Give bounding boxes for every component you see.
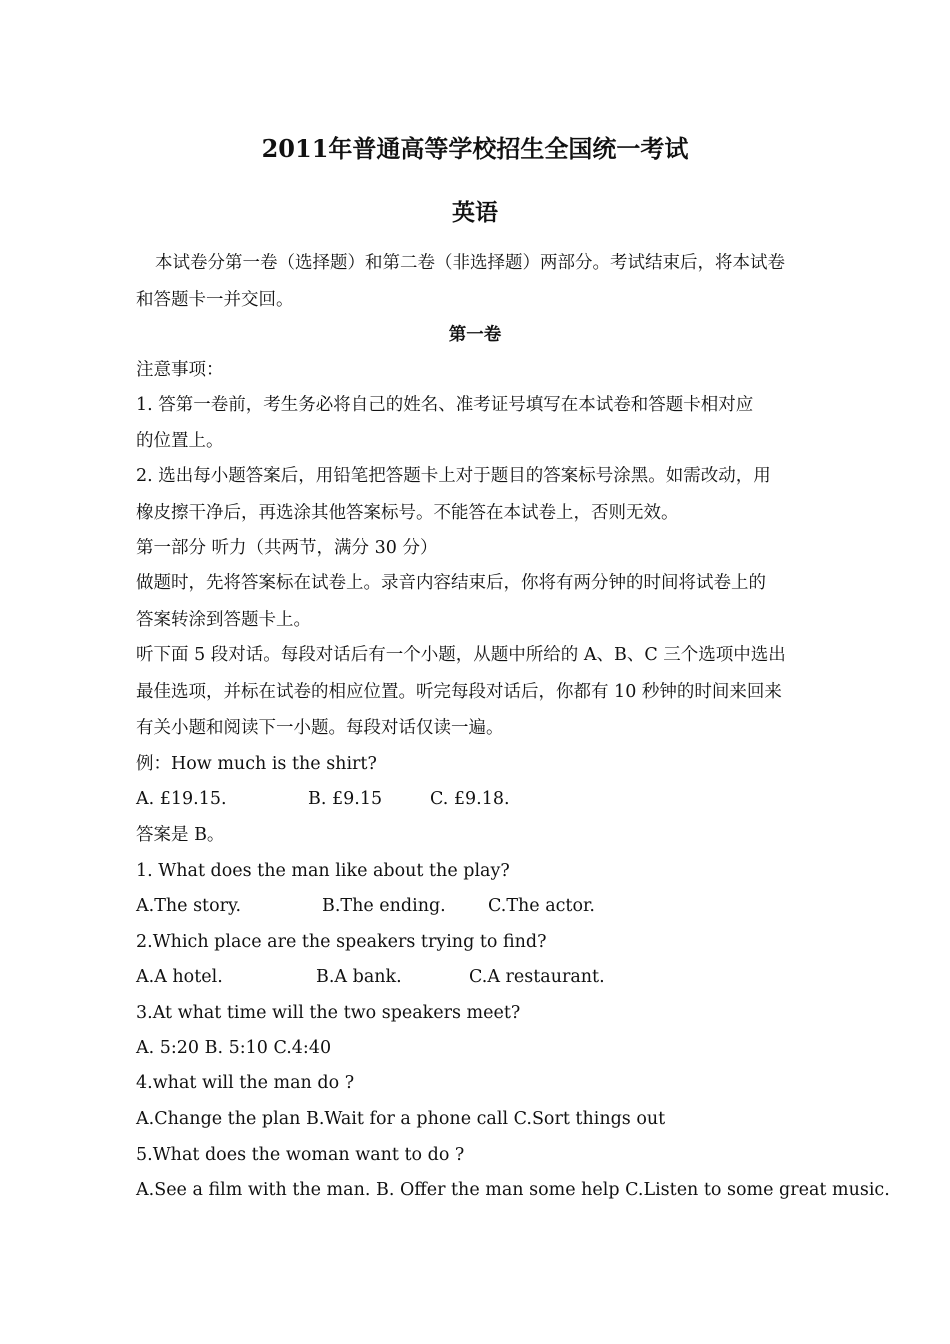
part-1-instruction-1-line-1: 做题时，先将答案标在试卷上。录音内容结束后，你将有两分钟的时间将试卷上的 xyxy=(136,573,766,593)
note-2-line-1: 2. 选出每小题答案后，用铅笔把答题卡上对于题目的答案标号涂黑。如需改动，用 xyxy=(136,466,771,486)
intro-line-1: 本试卷分第一卷（选择题）和第二卷（非选择题）两部分。考试结束后，将本试卷 xyxy=(155,253,785,273)
volume-heading: 第一卷 xyxy=(448,325,502,345)
part-1-instruction-2-line-1: 听下面 5 段对话。每段对话后有一个小题，从题中所给的 A、B、C 三个选项中选出 xyxy=(136,645,786,665)
question-4-options: A.Change the plan B.Wait for a phone call C.Sort things out xyxy=(136,1109,666,1129)
example-option-c: C. £9.18. xyxy=(430,789,510,809)
part-1-instruction-1-line-2: 答案转涂到答题卡上。 xyxy=(136,610,311,630)
question-5-options: A.See a film with the man. B. Offer the man some help C.Listen to some great music. xyxy=(136,1180,890,1200)
part-1-instruction-2-line-2: 最佳选项，并标在试卷的相应位置。听完每段对话后，你都有 10 秒钟的时间来回来 xyxy=(136,682,782,702)
question-1: 1. What does the man like about the play? xyxy=(136,861,510,881)
note-2-line-2: 橡皮擦干净后，再选涂其他答案标号。不能答在本试卷上，否则无效。 xyxy=(136,503,679,523)
question-3-options: A. 5:20 B. 5:10 C.4:40 xyxy=(136,1038,332,1058)
question-3: 3.At what time will the two speakers meet? xyxy=(136,1003,521,1023)
question-2-option-a: A.A hotel. xyxy=(136,967,223,987)
question-5: 5.What does the woman want to do ? xyxy=(136,1145,465,1165)
question-1-option-b: B.The ending. xyxy=(322,896,446,916)
notice-label: 注意事项： xyxy=(136,360,224,380)
note-1-line-2: 的位置上。 xyxy=(136,431,224,451)
intro-line-2: 和答题卡一并交回。 xyxy=(136,290,294,310)
question-4: 4.what will the man do ? xyxy=(136,1073,355,1093)
exam-title: 2011年普通高等学校招生全国统一考试 xyxy=(261,134,689,163)
note-1-line-1: 1. 答第一卷前，考生务必将自己的姓名、准考证号填写在本试卷和答题卡相对应 xyxy=(136,395,754,415)
example-option-b: B. £9.15 xyxy=(308,789,383,809)
question-2-option-b: B.A bank. xyxy=(316,967,402,987)
part-1-instruction-2-line-3: 有关小题和阅读下一小题。每段对话仅读一遍。 xyxy=(136,718,504,738)
example-option-a: A. £19.15. xyxy=(136,789,227,809)
example-question: 例：How much is the shirt? xyxy=(136,754,377,774)
question-2: 2.Which place are the speakers trying to find? xyxy=(136,932,547,952)
part-1-heading: 第一部分 听力（共两节，满分 30 分） xyxy=(136,538,438,558)
question-2-option-c: C.A restaurant. xyxy=(469,967,605,987)
exam-subject: 英语 xyxy=(452,199,498,226)
question-1-option-c: C.The actor. xyxy=(488,896,595,916)
question-1-option-a: A.The story. xyxy=(136,896,242,916)
example-answer: 答案是 B。 xyxy=(136,825,225,845)
